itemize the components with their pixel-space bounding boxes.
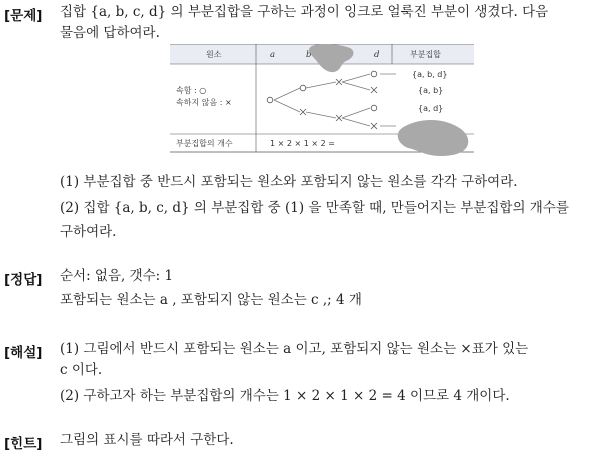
- answer-tag: [정답]: [4, 272, 43, 288]
- ink-blot-upper: [309, 44, 353, 72]
- header-d-label: d: [374, 50, 380, 60]
- hint-line1: 그림의 표시를 따라서 구한다.: [60, 432, 234, 448]
- count-expression: 1 × 2 × 1 × 2 =: [270, 139, 335, 148]
- node-c-out-icon-1: [336, 79, 342, 85]
- count-row-label: 부분집합의 개수: [176, 139, 233, 148]
- header-subset-label: 부분집합: [410, 50, 441, 59]
- node-d-in-icon-1: [371, 71, 377, 77]
- node-a-in-icon: [267, 97, 273, 103]
- explanation-line3: (2) 구하고자 하는 부분집합의 개수는 1 × 2 × 1 × 2 = 4 이므로 4 개이다.: [60, 388, 510, 404]
- legend-out-label: 속하지 않음 : ×: [176, 98, 232, 107]
- question-2-line1: (2) 집합 {a, b, c, d} 의 부분집합 중 (1) 을 만족할 때, 만들어지는 부분집합의 개수를: [60, 200, 569, 216]
- tree-branches: [274, 74, 396, 126]
- legend-in-label: 속함 : ○: [176, 86, 207, 95]
- problem-text-line1: 집합 {a, b, c, d} 의 부분집합을 구하는 과정이 잉크로 얼룩진 부분이 생겼다. 다음: [60, 4, 549, 20]
- subset-1: {a, b, d}: [412, 70, 448, 79]
- question-2-line2: 구하여라.: [60, 224, 117, 240]
- node-d-in-icon-2: [371, 105, 377, 111]
- header-b-label: b: [306, 50, 312, 60]
- node-d-out-icon-1: [371, 87, 377, 93]
- node-b-out-icon: [300, 109, 306, 115]
- explanation-line2: c 이다.: [60, 362, 103, 378]
- node-c-out-icon-2: [336, 115, 342, 121]
- ink-blot-lower: [398, 120, 469, 156]
- explanation-line1: (1) 그림에서 반드시 포함되는 원소는 a 이고, 포함되지 않는 원소는 ×표가 있는: [60, 341, 529, 357]
- explanation-tag: [해설]: [4, 345, 43, 361]
- node-d-out-icon-2: [371, 123, 377, 129]
- problem-tag: [문제]: [4, 8, 43, 24]
- problem-text-line2: 물음에 답하여라.: [60, 25, 160, 41]
- question-1: (1) 부분집합 중 반드시 포함되는 원소와 포함되지 않는 원소를 각각 구하여라.: [60, 174, 518, 190]
- answer-line2: 포함되는 원소는 a , 포함되지 않는 원소는 c ,; 4 개: [60, 292, 362, 308]
- subset-tree-figure: [170, 44, 474, 156]
- answer-line1: 순서: 없음, 갯수: 1: [60, 268, 174, 284]
- header-a-label: a: [270, 50, 276, 60]
- subset-2: {a, b}: [418, 86, 444, 95]
- header-element-label: 원소: [206, 50, 222, 59]
- hint-tag: [힌트]: [4, 436, 43, 452]
- subset-3: {a, d}: [418, 104, 444, 113]
- node-b-in-icon: [300, 85, 306, 91]
